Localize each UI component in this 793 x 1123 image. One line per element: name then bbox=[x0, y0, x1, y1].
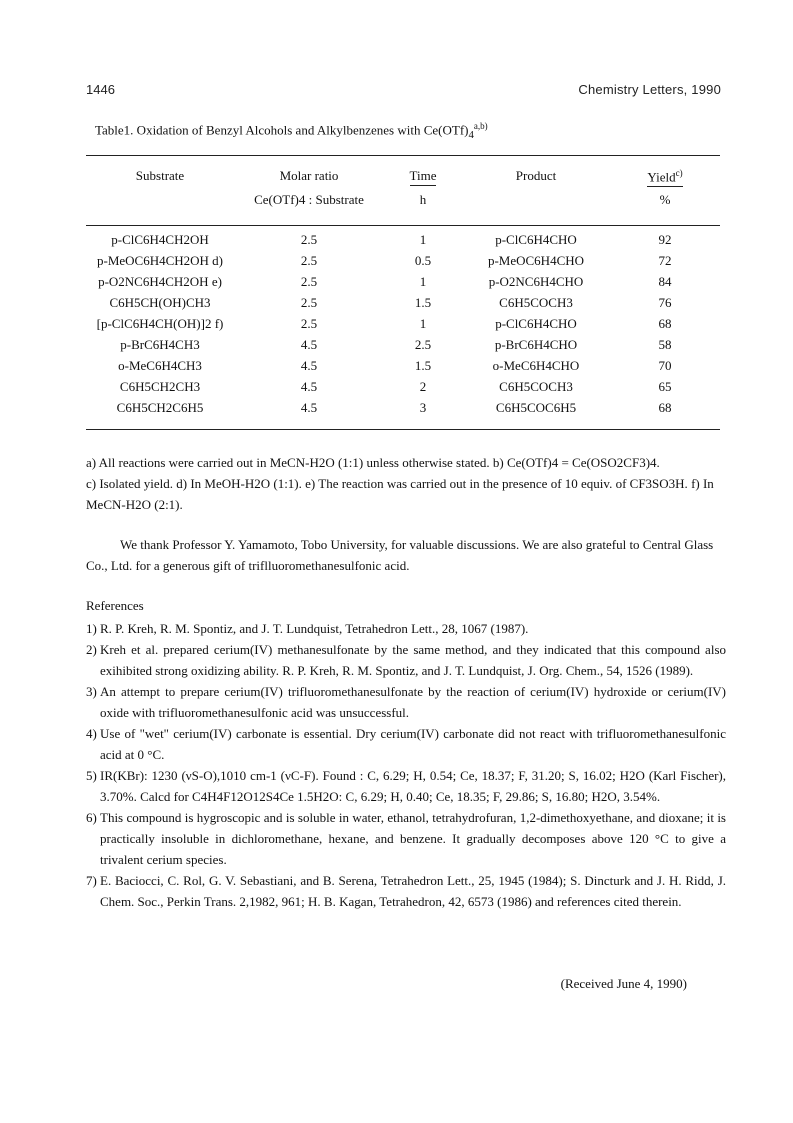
header-yield bbox=[610, 168, 720, 192]
cell-substrate: p-ClC6H4CH2OH bbox=[111, 231, 209, 247]
reference-item bbox=[86, 807, 726, 870]
cell-product: p-ClC6H4CHO bbox=[495, 231, 577, 247]
reference-item bbox=[86, 681, 726, 723]
table-top-rule bbox=[86, 155, 720, 156]
reference-item bbox=[86, 618, 726, 639]
footnote-d: d) In MeOH-H2O (1:1). bbox=[176, 476, 302, 491]
header-time bbox=[384, 168, 462, 192]
cell-product: p-BrC6H4CHO bbox=[494, 336, 578, 352]
reference-number: 5) bbox=[86, 768, 97, 783]
header-substrate-sub bbox=[86, 192, 234, 225]
header-yield-unit: % bbox=[659, 192, 671, 207]
reference-text: Use of "wet" cerium(IV) carbonate is essential. Dry cerium(IV) carbonate did not react with trifluoromethanesulfonic acid at 0 °C. bbox=[100, 726, 726, 762]
cell-yield: 70 bbox=[658, 357, 672, 373]
table-footnotes bbox=[86, 452, 726, 515]
footnote-a: a) All reactions were carried out in MeCN-H2O (1:1) unless otherwise stated. bbox=[86, 455, 490, 470]
table-bottom-rule bbox=[86, 429, 720, 430]
cell-yield: 92 bbox=[658, 231, 672, 247]
reference-number: 7) bbox=[86, 873, 97, 888]
cell-time: 1.5 bbox=[414, 294, 432, 310]
cell-time: 2 bbox=[419, 378, 427, 394]
cell-ratio: 4.5 bbox=[300, 399, 318, 415]
references-list bbox=[86, 618, 726, 912]
cell-product: p-O2NC6H4CHO bbox=[488, 273, 584, 289]
cell-substrate: p-O2NC6H4CH2OH e) bbox=[98, 273, 222, 289]
cell-ratio: 4.5 bbox=[300, 357, 318, 373]
page-number: 1446 bbox=[86, 82, 115, 97]
table-caption-sub: 4 bbox=[468, 128, 474, 141]
acknowledgement-text: We thank Professor Y. Yamamoto, Tobo University, for valuable discussions. We are also grateful to Central Glass Co., Ltd. for a generous gift of triflluoromethanesulfonic acid. bbox=[86, 537, 714, 573]
cell-time: 1 bbox=[419, 231, 427, 247]
references-title: References bbox=[86, 598, 144, 613]
cell-ratio: 2.5 bbox=[300, 231, 318, 247]
table-row bbox=[86, 271, 720, 292]
cell-substrate: [p-ClC6H4CH(OH)]2 f) bbox=[96, 315, 224, 331]
reference-text: Kreh et al. prepared cerium(IV) methanesulfonate by the same method, and they indicated that this compound also exihibited strong oxidizing ability. R. P. Kreh, R. M. Spontiz, and J. T. Lundquist, J. Org. Chem., 54, 1526 (1989). bbox=[100, 642, 726, 678]
header-product: Product bbox=[515, 168, 557, 183]
table-row bbox=[86, 355, 720, 376]
reference-number: 6) bbox=[86, 810, 97, 825]
table-row bbox=[86, 397, 720, 418]
cell-yield: 72 bbox=[658, 252, 672, 268]
header-product-sub bbox=[462, 192, 610, 225]
reference-number: 1) bbox=[86, 621, 97, 636]
table-row bbox=[86, 313, 720, 334]
cell-product: p-ClC6H4CHO bbox=[495, 315, 577, 331]
cell-yield: 65 bbox=[658, 378, 672, 394]
reference-text: R. P. Kreh, R. M. Spontiz, and J. T. Lundquist, Tetrahedron Lett., 28, 1067 (1987). bbox=[100, 621, 529, 636]
cell-substrate: C6H5CH2CH3 bbox=[119, 378, 201, 394]
cell-product: C6H5COC6H5 bbox=[495, 399, 577, 415]
table-caption-sup: a,b) bbox=[473, 121, 488, 131]
cell-yield: 58 bbox=[658, 336, 672, 352]
cell-ratio: 2.5 bbox=[300, 273, 318, 289]
cell-yield: 68 bbox=[658, 399, 672, 415]
reference-item bbox=[86, 870, 726, 912]
cell-ratio: 4.5 bbox=[300, 378, 318, 394]
header-time-unit: h bbox=[419, 192, 427, 207]
table-row bbox=[86, 334, 720, 355]
header-molar-ratio-sub: Ce(OTf)4 : Substrate bbox=[254, 192, 364, 207]
reference-item bbox=[86, 639, 726, 681]
journal-name: Chemistry Letters, 1990 bbox=[578, 82, 721, 97]
cell-substrate: p-BrC6H4CH3 bbox=[120, 336, 200, 352]
reference-number: 3) bbox=[86, 684, 97, 699]
cell-ratio: 4.5 bbox=[300, 336, 318, 352]
header-substrate: Substrate bbox=[135, 168, 185, 183]
table-row bbox=[86, 250, 720, 271]
reference-number: 4) bbox=[86, 726, 97, 741]
cell-time: 3 bbox=[419, 399, 427, 415]
table-row bbox=[86, 376, 720, 397]
cell-product: o-MeC6H4CHO bbox=[492, 357, 580, 373]
footnote-f: f) In MeCN-H2O (2:1). bbox=[86, 476, 714, 512]
cell-ratio: 2.5 bbox=[300, 315, 318, 331]
header-yield-wrap bbox=[647, 168, 682, 187]
reference-text: IR(KBr): 1230 (νS-O),1010 cm-1 (νC-F). Found : C, 6.29; H, 0.54; Ce, 18.37; F, 31.20; S, 16.02; H2O (Karl Fischer), 3.70%. Calcd for C4H4F12O12S4Ce 1.5H2O: C, 6.29; H, 0.40; Ce, 18.35; F, 29.86; S, 16.80; H2O, 3.54%. bbox=[100, 768, 726, 804]
cell-yield: 76 bbox=[658, 294, 672, 310]
cell-time: 0.5 bbox=[414, 252, 432, 268]
reference-text: E. Baciocci, C. Rol, G. V. Sebastiani, and B. Serena, Tetrahedron Lett., 25, 1945 (1984); S. Dincturk and J. H. Ridd, J. Chem. Soc., Perkin Trans. 2,1982, 961; H. B. Kagan, Tetrahedron, 42, 6573 (1986) and references cited therein. bbox=[100, 873, 726, 909]
cell-time: 1 bbox=[419, 315, 427, 331]
acknowledgement bbox=[86, 534, 726, 576]
reference-item bbox=[86, 765, 726, 807]
cell-ratio: 2.5 bbox=[300, 294, 318, 310]
table-row bbox=[86, 229, 720, 250]
reference-text: This compound is hygroscopic and is soluble in water, ethanol, tetrahydrofuran, 1,2-dimethoxyethane, and dioxane; it is practically insoluble in dichloromethane, hexane, and benzene. It gradually decomposes above 120 °C to give a trivalent cerium species. bbox=[100, 810, 726, 867]
reference-item bbox=[86, 723, 726, 765]
header-yield-label: Yield bbox=[647, 169, 676, 185]
header-yield-sup: c) bbox=[675, 168, 683, 178]
footnote-e: e) The reaction was carried out in the presence of 10 equiv. of CF3SO3H. bbox=[305, 476, 688, 491]
header-time-label: Time bbox=[410, 168, 437, 186]
cell-yield: 68 bbox=[658, 315, 672, 331]
cell-ratio: 2.5 bbox=[300, 252, 318, 268]
cell-substrate: o-MeC6H4CH3 bbox=[118, 357, 202, 373]
results-table bbox=[86, 168, 720, 418]
cell-substrate: C6H5CH2C6H5 bbox=[116, 399, 204, 415]
received-date: (Received June 4, 1990) bbox=[560, 976, 687, 991]
cell-product: p-MeOC6H4CHO bbox=[487, 252, 585, 268]
table-row bbox=[86, 292, 720, 313]
table-caption-text: Table1. Oxidation of Benzyl Alcohols and Alkylbenzenes with Ce(OTf) bbox=[95, 122, 469, 138]
table-caption bbox=[95, 121, 488, 141]
cell-time: 2.5 bbox=[414, 336, 432, 352]
footnote-b: b) Ce(OTf)4 = Ce(OSO2CF3)4. bbox=[492, 455, 660, 470]
cell-substrate: p-MeOC6H4CH2OH d) bbox=[96, 252, 224, 268]
cell-time: 1 bbox=[419, 273, 427, 289]
header-molar-ratio: Molar ratio bbox=[279, 168, 339, 183]
cell-substrate: C6H5CH(OH)CH3 bbox=[109, 294, 211, 310]
cell-product: C6H5COCH3 bbox=[499, 378, 573, 394]
cell-product: C6H5COCH3 bbox=[499, 294, 573, 310]
footnote-c: c) Isolated yield. bbox=[86, 476, 173, 491]
reference-number: 2) bbox=[86, 642, 97, 657]
cell-time: 1.5 bbox=[414, 357, 432, 373]
cell-yield: 84 bbox=[658, 273, 672, 289]
reference-text: An attempt to prepare cerium(IV) trifluoromethanesulfonate by the reaction of cerium(IV) hydroxide or cerium(IV) oxide with trifluoromethanesulfonic acid was unsuccessful. bbox=[100, 684, 726, 720]
